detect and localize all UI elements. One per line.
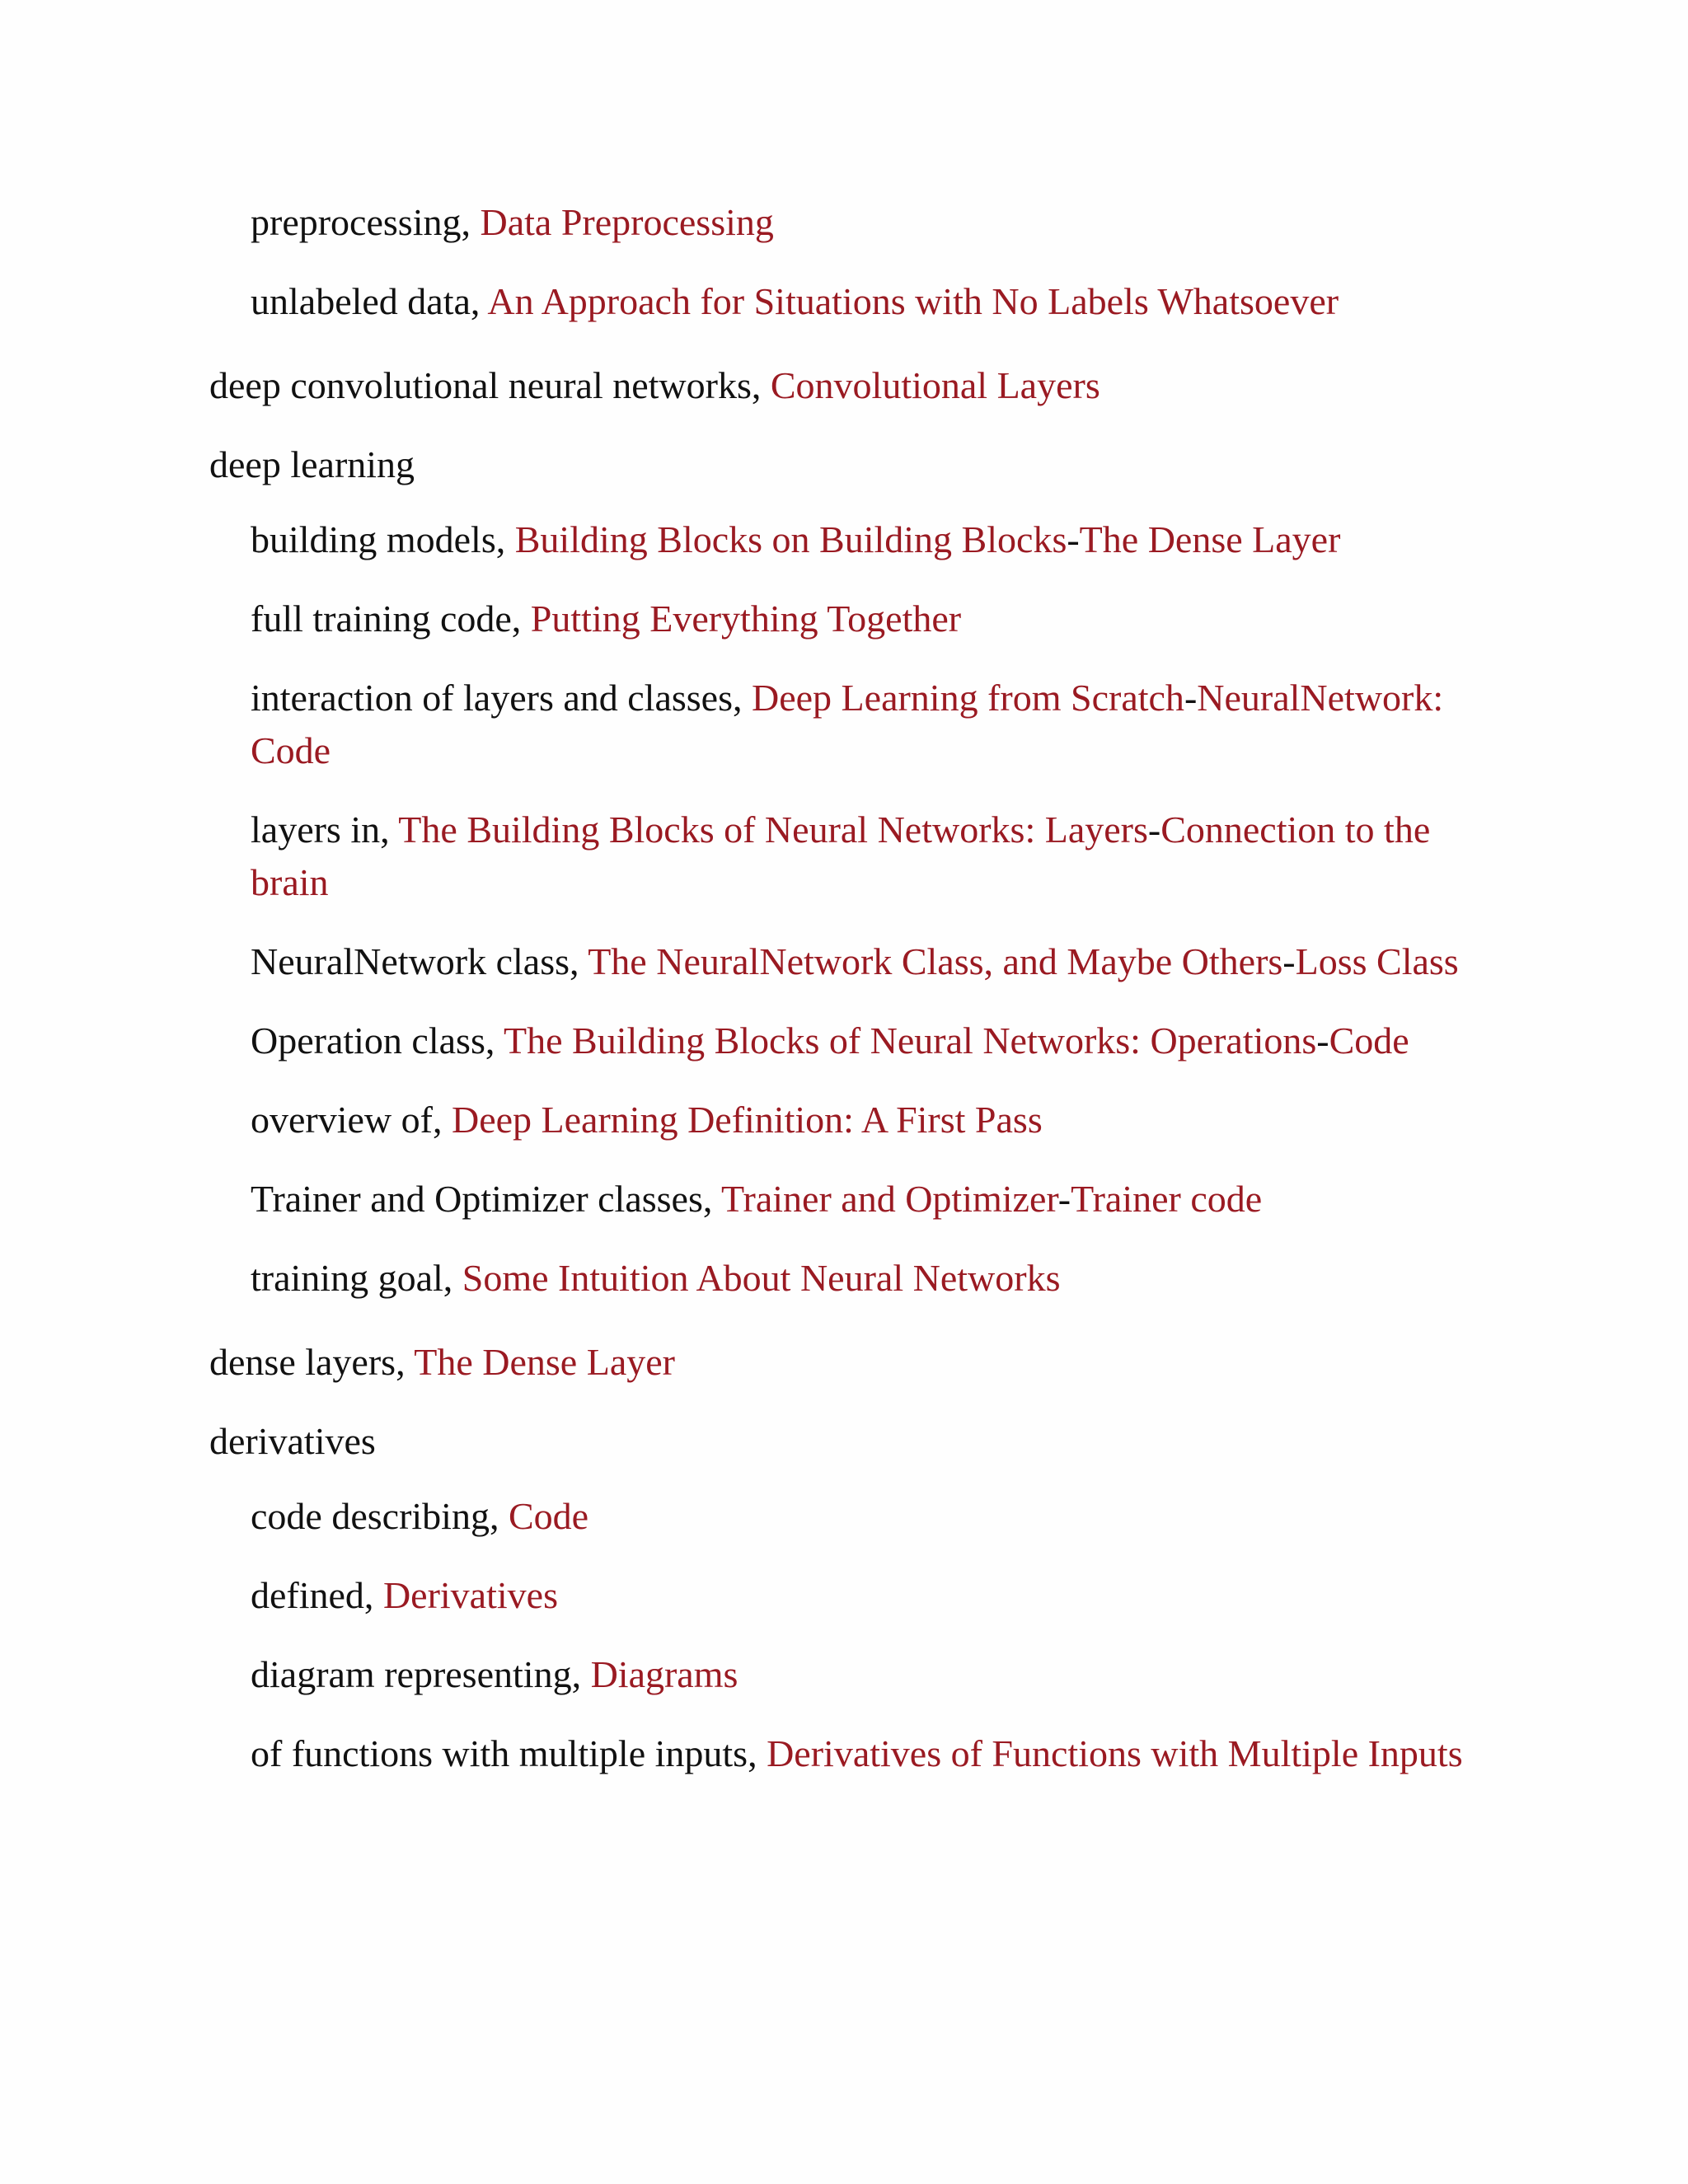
index-link[interactable]: Trainer code bbox=[1071, 1178, 1263, 1220]
index-entry bbox=[209, 513, 1495, 566]
index-term: code describing, bbox=[251, 1495, 509, 1537]
index-entry bbox=[209, 672, 1495, 777]
range-separator: - bbox=[1184, 677, 1198, 719]
index-term: full training code, bbox=[251, 598, 531, 640]
index-entry bbox=[209, 804, 1495, 909]
range-separator: - bbox=[1147, 808, 1161, 851]
range-separator: - bbox=[1316, 1019, 1329, 1062]
index-entry bbox=[209, 1727, 1495, 1780]
index-entry bbox=[209, 935, 1495, 988]
index-link[interactable]: The NeuralNetwork Class, and Maybe Others bbox=[588, 940, 1283, 982]
index-list bbox=[209, 196, 1495, 1780]
index-term: unlabeled data, bbox=[251, 280, 488, 322]
index-term: defined, bbox=[251, 1574, 383, 1616]
index-term: deep convolutional neural networks, bbox=[209, 364, 771, 406]
index-term: layers in, bbox=[251, 808, 399, 851]
index-entry bbox=[209, 1336, 1495, 1389]
index-entry bbox=[209, 1415, 1495, 1468]
index-term: dense layers, bbox=[209, 1341, 415, 1383]
index-term: building models, bbox=[251, 518, 515, 560]
index-link[interactable]: Deep Learning Definition: A First Pass bbox=[451, 1099, 1043, 1141]
index-link[interactable]: Building Blocks on Building Blocks bbox=[514, 518, 1067, 560]
range-separator: - bbox=[1282, 940, 1296, 982]
index-link[interactable]: The Building Blocks of Neural Networks: Layers bbox=[398, 808, 1148, 851]
index-link[interactable]: The Dense Layer bbox=[414, 1341, 675, 1383]
index-term: training goal, bbox=[251, 1257, 462, 1299]
index-term: preprocessing, bbox=[251, 201, 481, 243]
range-separator: - bbox=[1067, 518, 1080, 560]
index-entry bbox=[209, 196, 1495, 249]
index-entry bbox=[209, 275, 1495, 328]
index-link[interactable]: Convolutional Layers bbox=[770, 364, 1100, 406]
index-link[interactable]: Derivatives of Functions with Multiple Inputs bbox=[767, 1732, 1463, 1774]
index-link[interactable]: Code bbox=[1329, 1019, 1409, 1062]
index-link[interactable]: Trainer and Optimizer bbox=[721, 1178, 1058, 1220]
index-term: NeuralNetwork class, bbox=[251, 940, 588, 982]
index-term: deep learning bbox=[209, 443, 415, 485]
index-entry bbox=[209, 1015, 1495, 1067]
index-link[interactable]: Diagrams bbox=[590, 1653, 738, 1695]
index-term: overview of, bbox=[251, 1099, 452, 1141]
index-term: interaction of layers and classes, bbox=[251, 677, 752, 719]
index-entry bbox=[209, 593, 1495, 645]
index-link[interactable]: Derivatives bbox=[382, 1574, 558, 1616]
index-entry bbox=[209, 1094, 1495, 1146]
index-entry bbox=[209, 1648, 1495, 1701]
index-link[interactable]: Loss Class bbox=[1295, 940, 1459, 982]
index-link[interactable]: Some Intuition About Neural Networks bbox=[462, 1257, 1061, 1299]
index-entry bbox=[209, 1490, 1495, 1543]
index-entry bbox=[209, 1252, 1495, 1305]
index-entry bbox=[209, 438, 1495, 491]
index-link[interactable]: The Building Blocks of Neural Networks: Operations bbox=[504, 1019, 1317, 1062]
index-link[interactable]: An Approach for Situations with No Labels Whatsoever bbox=[487, 280, 1339, 322]
index-entry bbox=[209, 359, 1495, 412]
index-entry bbox=[209, 1569, 1495, 1622]
index-link[interactable]: Data Preprocessing bbox=[480, 201, 774, 243]
index-link[interactable]: The Dense Layer bbox=[1079, 518, 1341, 560]
index-link[interactable]: NeuralNetwork: Code bbox=[251, 677, 1444, 771]
index-term: of functions with multiple inputs, bbox=[251, 1732, 767, 1774]
index-link[interactable]: Deep Learning from Scratch bbox=[752, 677, 1184, 719]
index-entry bbox=[209, 1173, 1495, 1226]
index-link[interactable]: Putting Everything Together bbox=[530, 598, 962, 640]
index-term: diagram representing, bbox=[251, 1653, 591, 1695]
index-link[interactable]: Code bbox=[508, 1495, 589, 1537]
index-link[interactable]: Connection to the brain bbox=[251, 808, 1431, 903]
range-separator: - bbox=[1057, 1178, 1071, 1220]
index-term: Operation class, bbox=[251, 1019, 504, 1062]
index-term: Trainer and Optimizer classes, bbox=[251, 1178, 722, 1220]
index-term: derivatives bbox=[209, 1420, 376, 1462]
